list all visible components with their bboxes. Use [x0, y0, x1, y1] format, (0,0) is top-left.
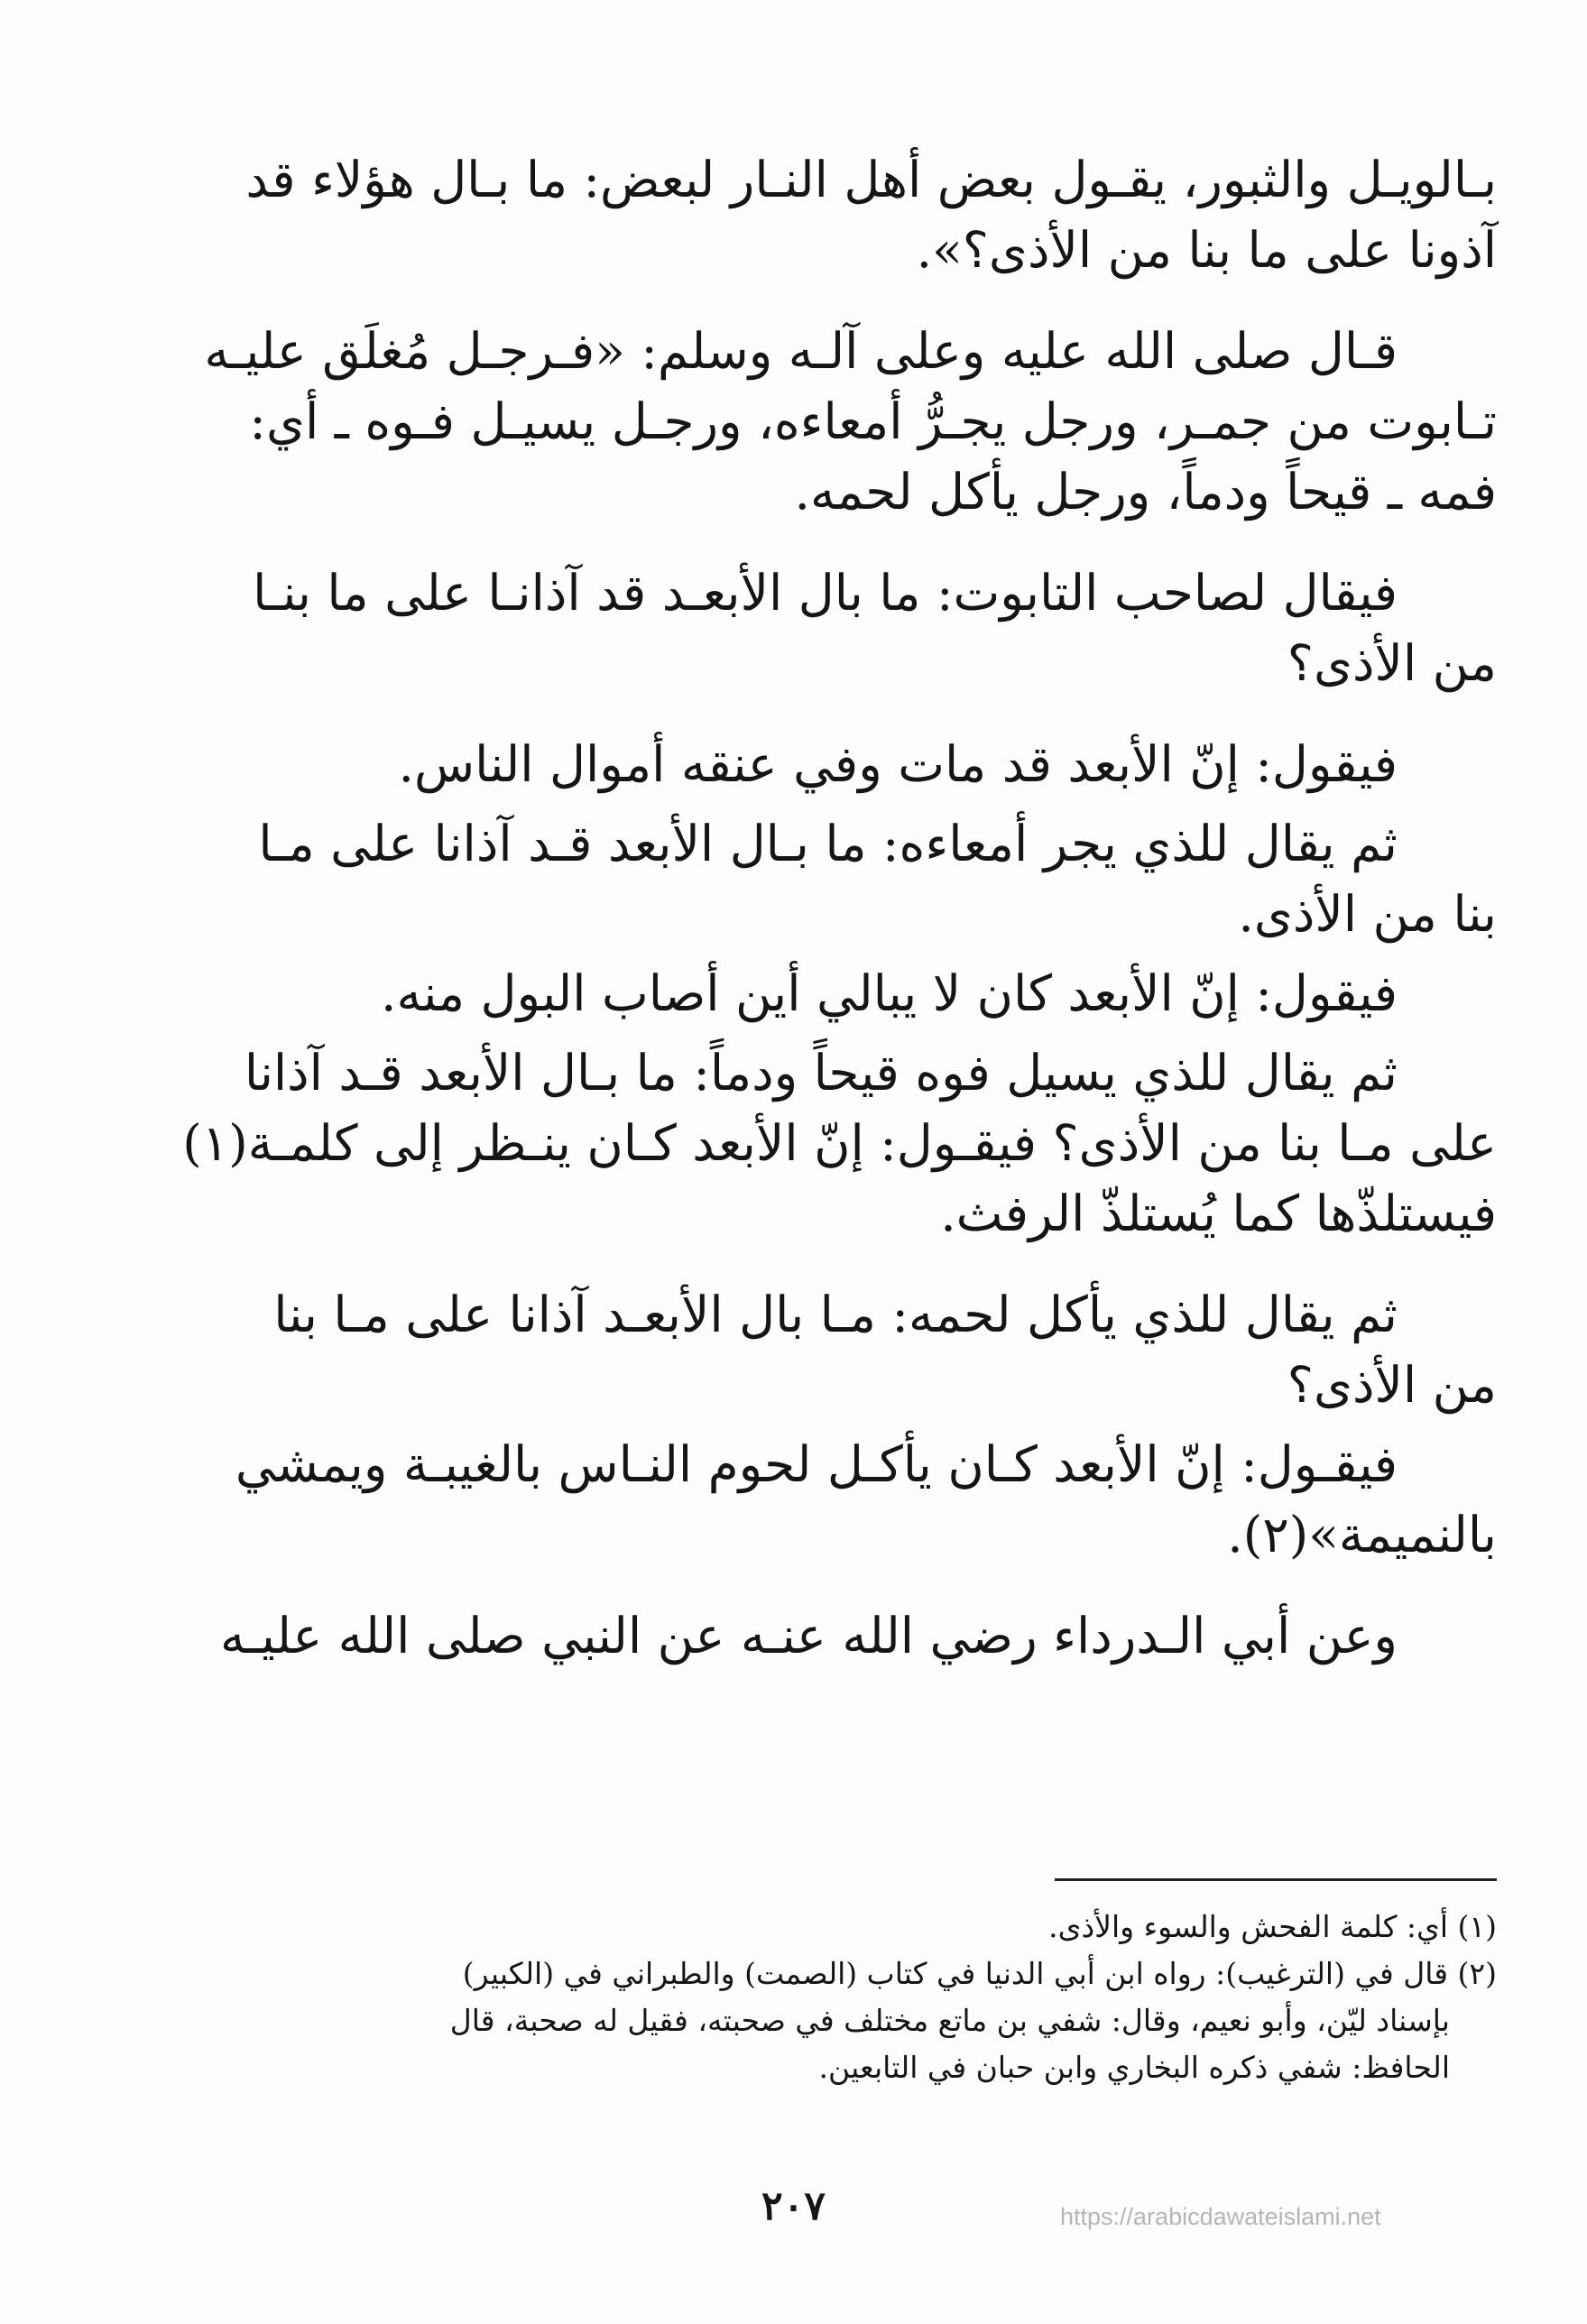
text-line: تـابوت من جمـر، ورجل يجـرُّ أمعاءه، ورجـل يسيـل فـوه ـ أي: [249, 392, 1497, 450]
main-text [182, 144, 1497, 1671]
text-line: فمه ـ قيحاً ودماً، ورجل يأكل لحمه. [794, 463, 1497, 521]
text-line: وعن أبي الـدرداء رضي الله عنـه عن النبي صلى الله عليـه [219, 1607, 1398, 1665]
paragraph-gap [271, 698, 1497, 729]
paragraph-gap [271, 1028, 1497, 1038]
footnotes [271, 1904, 1497, 2091]
paragraph-gap [271, 1420, 1497, 1429]
paragraph-gap [271, 1570, 1497, 1600]
text-line: قـال صلى الله عليه وعلى آلـه وسلم: «فـرجـل مُغلَق عليـه [204, 322, 1398, 380]
text-line: ثم يقال للذي يجر أمعاءه: ما بـال الأبعد قـد آذانا على مـا [258, 815, 1398, 872]
text-line: بـالويـل والثبور، يقـول بعض أهل النـار لبعض: ما بـال هؤلاء قد [245, 151, 1497, 208]
paragraph-gap [271, 799, 1497, 808]
text-line: على مـا بنا من الأذى؟ فيقـول: إنّ الأبعد كـان ينـظر إلى كلمـة(١) [182, 1114, 1497, 1172]
text-line: فيقال لصاحب التابوت: ما بال الأبعـد قد آذانـا على ما بنـا [253, 564, 1398, 622]
paragraph-gap [271, 949, 1497, 958]
text-line: من الأذى؟ [1287, 1356, 1497, 1414]
watermark-url: https://arabicdawateislami.net [1060, 2203, 1381, 2230]
paragraph-gap [271, 527, 1497, 558]
text-line: بالنميمة»(٢). [1227, 1506, 1497, 1563]
footnote-2-continuation: الحافظ: شفي ذكره البخاري وابن حبان في التابعين. [818, 2050, 1450, 2085]
text-line: فيستلذّها كما يُستلذّ الرفث. [940, 1185, 1497, 1242]
text-line: فيقول: إنّ الأبعد قد مات وفي عنقه أموال الناس. [398, 735, 1398, 793]
footnote-1: (١) أي: كلمة الفحش والسوء والأذى. [1048, 1909, 1497, 1944]
text-line: آذونا على ما بنا من الأذى؟». [916, 221, 1497, 279]
text-line: من الأذى؟ [1287, 634, 1497, 692]
footnote-2: (٢) قال في (الترغيب): رواه ابن أبي الدنيا في كتاب (الصمت) والطبراني في (الكبير) [462, 1956, 1497, 1991]
text-line: ثم يقال للذي يسيل فوه قيحاً ودماً: ما بـال الأبعد قـد آذانا [244, 1044, 1398, 1102]
footnote-2-continuation: بإسناد ليّن، وأبو نعيم، وقال: شفي بن ماتع مختلف في صحبته، فقيل له صحبة، قال [449, 2003, 1450, 2038]
text-line: ثم يقال للذي يأكل لحمه: مـا بال الأبعـد آذانا على مـا بنا [273, 1286, 1398, 1343]
text-line: بنا من الأذى. [1238, 885, 1497, 943]
page-number: ٢٠٧ [761, 2183, 826, 2229]
paragraph-gap [271, 1249, 1497, 1279]
text-line: فيقول: إنّ الأبعد كان لا يبالي أين أصاب البول منه. [381, 964, 1398, 1022]
text-line: فيقـول: إنّ الأبعد كـان يأكـل لحوم النـاس بالغيبـة ويمشي [235, 1435, 1398, 1493]
footnote-divider [1055, 1878, 1497, 1881]
paragraph-gap [271, 285, 1497, 316]
